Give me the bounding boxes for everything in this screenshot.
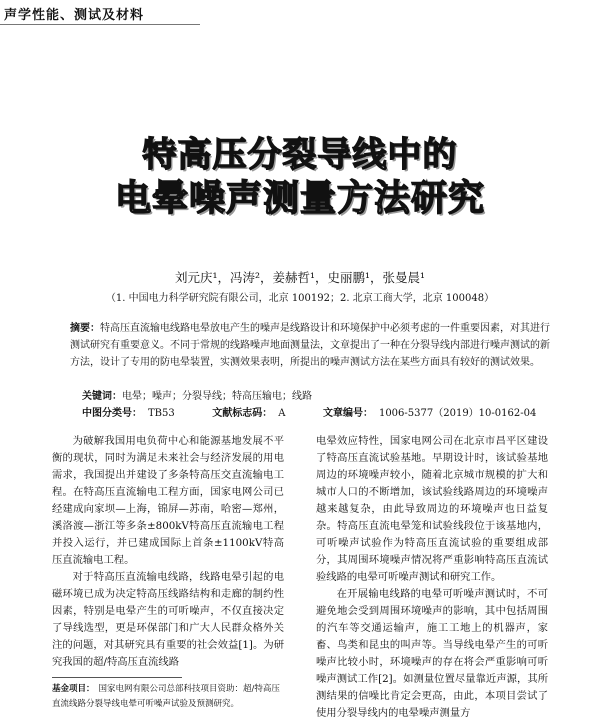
clc-value: TB53 [148, 408, 175, 419]
footnote-rule [52, 677, 182, 678]
authors: 刘元庆¹，冯涛²，姜赫哲¹，史丽鹏¹，张曼晨¹ [174, 270, 426, 285]
body-column-left [52, 433, 284, 671]
affiliation: （1. 中国电力科学研究院有限公司，北京 100192；2. 北京工商大学，北京 100048） [105, 293, 495, 304]
doc-code-label: 文献标志码： [212, 408, 273, 419]
funding-label: 基金项目： [52, 684, 95, 694]
keywords-label: 关键词： [82, 391, 122, 402]
paragraph: 对于特高压直流输电线路，线路电晕引起的电磁环境已成为决定特高压线路结构和走廊的制约性因素，特别是电晕产生的可听噪声，不仅直接决定了导线选型，更是环保部门和广大人民群众格外关注的问题，对其研究具有重要的社会效益[1]。为研究我国的超/特高压直流线路 [52, 571, 284, 668]
article-number-label: 文章编号： [322, 408, 373, 419]
funding-footnote [52, 682, 284, 712]
doc-code-value: A [278, 408, 286, 419]
paragraph: 电晕效应特性，国家电网公司在北京市昌平区建设了特高压直流试验基地。早期设计时，该试验基地周边的环境噪声较小，随着北京城市规模的扩大和城市人口的不断增加，该试验线路周边的环境噪声越来越复杂，由此导致周边的环境噪声也日益复杂。特高压直流电晕笼和试验线段位于该基地内，可听噪声试验作为特高压直流试验的重要组成部分，其周围环境噪声情况将严重影响特高压直流试验线路的电晕可听噪声测试和研究工作。 [316, 435, 548, 583]
header-rule [0, 24, 200, 25]
abstract [70, 320, 550, 371]
clc-label: 中图分类号： [82, 408, 142, 419]
title-line-1: 特高压分裂导线中的 [142, 135, 458, 175]
paragraph: 为破解我国用电负荷中心和能源基地发展不平衡的现状，同时为满足未来社会与经济发展的用电需求，我国提出并建设了多条特高压交直流输电工程。在特高压直流输电工程方面，国家电网公司已经建成向家坝—上海，锦屏—苏南，哈密—郑州，溪洛渡—浙江等多条±800kV特高压直流输电工程并投入运行，并已建成国际上首条±1100kV特高压直流输电工程。 [52, 435, 284, 566]
keywords [82, 387, 312, 402]
journal-section-header: 声学性能、测试及材料 [4, 8, 145, 23]
abstract-label: 摘要： [70, 323, 100, 334]
article-number-value: 1006-5377（2019）10-0162-04 [378, 408, 537, 419]
body-column-right [316, 433, 548, 722]
title-line-2: 电晕噪声测量方法研究 [114, 178, 485, 219]
classification-line [82, 404, 570, 419]
paragraph: 在开展输电线路的电晕可听噪声测试时，不可避免地会受到周围环境噪声的影响，其中包括周围的汽车等交通运输声，施工工地上的机器声，家畜、鸟类和昆虫的叫声等。当导线电晕产生的可听噪声比较小时，环境噪声的存在将会严重影响可听噪声测试工作[2]。如测量位置尽量靠近声源，其所测结果的信噪比肯定会更高，由此，本项目尝试了使用分裂导线内的电晕噪声测量方 [316, 588, 548, 719]
keywords-text: 电晕；噪声；分裂导线；特高压输电；线路 [122, 391, 312, 402]
funding-text: 国家电网有限公司总部科技项目资助：超/特高压直流线路分裂导线电晕可听噪声试验及预测研究。 [52, 684, 280, 709]
abstract-text: 特高压直流输电线路电晕放电产生的噪声是线路设计和环境保护中必须考虑的一件重要因素，对其进行测试研究有重要意义。不同于常规的线路噪声地面测量法，文章提出了一种在分裂导线内部进行噪声测试的新方法，设计了专用的防电晕装置，实测效果表明，所提出的噪声测试方法在某些方面具有较好的测试效果。 [70, 323, 550, 368]
